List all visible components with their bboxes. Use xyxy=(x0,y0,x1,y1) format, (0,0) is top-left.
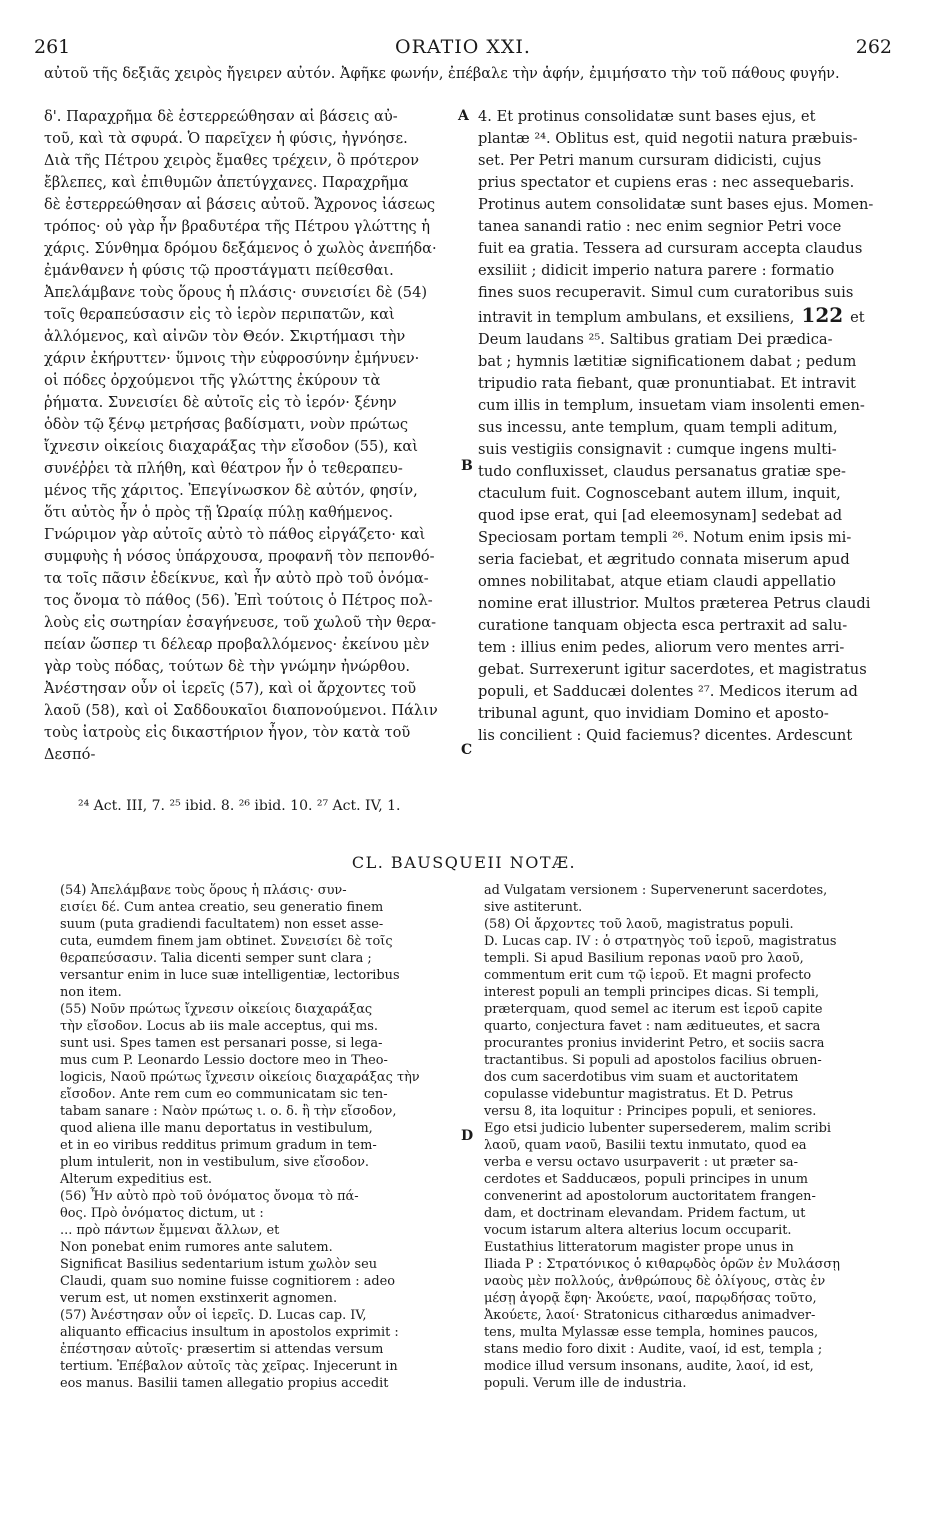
greek-line: ἐμάνθανεν ἡ φύσις τῷ προστάγματι πείθεσθαι. xyxy=(44,262,394,279)
note-line: copulasse videbuntur magistratus. Et D. Petrus xyxy=(484,1087,794,1102)
intro-line: αὐτοῦ τῆς δεξιᾶς χειρὸς ἤγειρεν αὐτόν. Ἀφῆκε φωνήν, ἐπέβαλε τὴν ἁφήν, ἐμιμήσατο τὴν τοῦ πάθους φυγήν. xyxy=(44,66,840,82)
latin-line: seria faciebat, et ægritudo connata miserum apud xyxy=(478,551,850,568)
greek-line: ὅτι αὐτὸς ἦν ὁ πρὸς τῇ Ὡραίᾳ πύλῃ καθήμενος. xyxy=(44,504,393,521)
latin-line: quod ipse erat, qui [ad eleemosynam] sedebat ad xyxy=(478,507,843,524)
footnotes: ²⁴ Act. III, 7. ²⁵ ibid. 8. ²⁶ ibid. 10. ²⁷ Act. IV, 1. xyxy=(78,798,401,814)
note-line: plum intulerit, non in vestibulum, sive εἴσοδον. xyxy=(60,1155,370,1170)
note-line: εισίει δέ. Cum antea creatio, seu generatio finem xyxy=(60,900,384,915)
greek-line: δ'. Παραχρῆμα δὲ ἐστερρεώθησαν αἱ βάσεις αὐ- xyxy=(44,108,398,125)
latin-line: lis concilient : Quid faciemus? dicentes. Ardescunt xyxy=(478,727,853,744)
right-page-number: 262 xyxy=(855,36,892,58)
note-line: cuta, eumdem finem jam obtinet. Συνεισίει δὲ τοῖς xyxy=(60,934,393,949)
greek-line: πείαν ὥσπερ τι δέλεαρ προβαλλόμενος· ἐκείνου μὲν xyxy=(44,636,430,653)
note-line: Eustathius litteratorum magister prope unus in xyxy=(484,1240,794,1255)
note-line: λαοῦ, quam ναοῦ, Basilii textu inmutato, quod ea xyxy=(484,1138,807,1153)
greek-line: Γνώριμον γὰρ αὐτοῖς αὐτὸ τὸ πάθος εἰργάζετο· καὶ xyxy=(44,526,426,543)
greek-line: γὰρ τοὺς πόδας, τούτων δὲ τὴν γνώμην ἠνώρθου. xyxy=(44,658,411,675)
latin-line: bat ; hymnis lætitiæ significationem dabat ; pedum xyxy=(478,353,857,370)
latin-line: Speciosam portam templi ²⁶. Notum enim ipsis mi- xyxy=(478,529,852,546)
latin-line: suis vestigiis consignavit : cumque ingens multi- xyxy=(478,441,837,458)
latin-line-end: et xyxy=(850,309,865,326)
latin-line: tudo confluxisset, claudus persanatus gratiæ spe- xyxy=(478,463,846,480)
note-line: dos cum sacerdotibus vim suam et auctoritatem xyxy=(484,1070,799,1085)
note-line: logicis, Ναοῦ πρώτως ἴχνεσιν οἰκείοις διαχαράξας τὴν xyxy=(60,1070,420,1085)
latin-line: omnes nobilitabat, atque etiam claudi appellatio xyxy=(478,573,836,590)
latin-column xyxy=(478,106,890,747)
latin-line: set. Per Petri manum cursuram didicisti, cujus xyxy=(478,152,822,169)
note-line: ναοὺς μὲν πολλούς, ἀνθρώπους δὲ ὀλίγους, στὰς ἐν xyxy=(484,1274,826,1289)
note-line: Iliada P : Στρατόνικος ὁ κιθαρῳδὸς ὁρῶν ἐν Μυλάσσῃ xyxy=(484,1257,840,1272)
note-line: cerdotes et Sadducæos, populi principes in unum xyxy=(484,1172,809,1187)
note-line: verum est, ut nomen exstinxerit agnomen. xyxy=(60,1291,338,1306)
latin-line: ctaculum fuit. Cognoscebant autem illum, inquit, xyxy=(478,485,841,502)
mid-page-number: 122 xyxy=(794,303,851,327)
marker-b: B xyxy=(461,458,473,474)
marker-d: D xyxy=(461,1128,474,1144)
note-line: et in eo viribus redditus primum gradum in tem- xyxy=(60,1138,377,1153)
note-line: μέσῃ ἀγορᾷ ἔφη· Ἀκούετε, ναοί, παρῳδήσας τοῦτο, xyxy=(484,1291,817,1306)
latin-line: cum illis in templum, insuetam viam insolenti emen- xyxy=(478,397,865,414)
greek-line: τοῦ, καὶ τὰ σφυρά. Ὁ παρεῖχεν ἡ φύσις, ἠγνόησε. xyxy=(44,130,408,147)
note-line: (55) Νοῦν πρώτως ἴχνεσιν οἰκείοις διαχαράξας xyxy=(60,1002,373,1017)
latin-line: tanea sanandi ratio : nec enim segnior Petri voce xyxy=(478,218,842,235)
greek-line: τοῖς θεραπεύσασιν εἰς τὸ ἱερὸν περιπατῶν, καὶ xyxy=(44,306,395,323)
note-line: commentum erit cum τῷ ἱεροῦ. Et magni profecto xyxy=(484,968,812,983)
latin-line: tripudio rata fiebant, quæ pronuntiabat. Et intravit xyxy=(478,375,856,392)
latin-line: Protinus autem consolidatæ sunt bases ejus. Momen- xyxy=(478,196,874,213)
latin-line: populi, et Sadducæi dolentes ²⁷. Medicos iterum ad xyxy=(478,683,858,700)
greek-line: ἀλλόμενος, καὶ αἰνῶν τὸν Θεόν. Σκιρτήμασι τὴν xyxy=(44,328,406,345)
note-line: versu 8, ita loquitur : Principes populi, et seniores. xyxy=(484,1104,817,1119)
greek-line: Ἀπελάμβανε τοὺς ὅρους ἡ πλάσις· συνεισίει δὲ (54) xyxy=(44,284,428,301)
note-line: Ego etsi judicio lubenter supersederem, malim scribi xyxy=(484,1121,831,1136)
note-line: tractantibus. Si populi ad apostolos facilius obruen- xyxy=(484,1053,822,1068)
greek-column xyxy=(44,106,454,766)
greek-line: τα τοῖς πᾶσιν ἐδείκνυε, καὶ ἦν αὐτὸ πρὸ τοῦ ὀνόμα- xyxy=(44,570,429,587)
note-line: Non ponebat enim rumores ante salutem. xyxy=(60,1240,333,1255)
note-line: stans medio foro dixit : Audite, vaoí, id est, templa ; xyxy=(484,1342,823,1357)
note-line: (54) Ἀπελάμβανε τοὺς ὅρους ἡ πλάσις· συν- xyxy=(60,883,347,898)
latin-line: tribunal agunt, quo invidiam Domino et aposto- xyxy=(478,705,829,722)
note-line: εἴσοδον. Ante rem cum eo communicatam sic ten- xyxy=(60,1087,388,1102)
note-line: præterquam, quod semel ac iterum est ἱεροῦ capite xyxy=(484,1002,823,1017)
greek-line: χάρις. Σύνθημα δρόμου δεξάμενος ὁ χωλὸς ἀνεπήδα· xyxy=(44,240,437,257)
latin-line: fines suos recuperavit. Simul cum curatoribus suis xyxy=(478,284,854,301)
latin-line: 4. Et protinus consolidatæ sunt bases ejus, et xyxy=(478,108,816,125)
latin-line: sus incessu, ante templum, quam templi aditum, xyxy=(478,419,838,436)
greek-line: συμφυὴς ἡ νόσος ὑπάρχουσα, προφανῆ τὸν πεπονθό- xyxy=(44,548,435,565)
note-line: templi. Si apud Basilium reponas ναοῦ pro λαοῦ, xyxy=(484,951,804,966)
header-title: ORATIO XXI. xyxy=(395,36,531,58)
note-line: dam, et doctrinam elevandam. Pridem factum, ut xyxy=(484,1206,806,1221)
greek-line: χάριν ἐκήρυττεν· ὕμνοις τὴν εὐφροσύνην ἐμήνυεν· xyxy=(44,350,420,367)
left-page-number: 261 xyxy=(34,36,71,58)
latin-line: Deum laudans ²⁵. Saltibus gratiam Dei prædica- xyxy=(478,331,833,348)
greek-line: ῥήματα. Συνεισίει δὲ αὐτοῖς εἰς τὸ ἱερόν· ξένην xyxy=(44,394,397,411)
latin-line: intravit in templum ambulans, et exsiliens, 122 et xyxy=(478,303,865,327)
note-line: sunt usi. Spes tamen est persanari posse, si lega- xyxy=(60,1036,383,1051)
note-line: tabam sanare : Ναὸν πρώτως ι. ο. δ. ἢ τὴν εἴσοδον, xyxy=(60,1104,397,1119)
note-line: (56) Ἦν αὐτὸ πρὸ τοῦ ὀνόματος ὄνομα τὸ πά- xyxy=(60,1189,359,1204)
note-line: Claudi, quam suo nomine fuisse cognitiorem : adeo xyxy=(60,1274,396,1289)
note-line: procurantes pronius inviderint Petro, et sociis sacra xyxy=(484,1036,825,1051)
greek-line: οἱ πόδες ὀρχούμενοι τῆς γλώττης ἐκύρουν τὰ xyxy=(44,372,381,389)
greek-line: ἔβλεπες, καὶ ἐπιθυμῶν ἀπετύγχανες. Παραχρῆμα xyxy=(44,174,409,191)
latin-line: tem : illius enim pedes, aliorum vero mentes arri- xyxy=(478,639,845,656)
note-line: Alterum expeditius est. xyxy=(60,1172,213,1187)
greek-line: δὲ ἐστερρεώθησαν αἱ βάσεις αὐτοῦ. Ἄχρονος ἰάσεως xyxy=(44,196,436,213)
greek-line: ὁδὸν τῷ ξένῳ μετρήσας βαδίσματι, νοὺν πρώτως xyxy=(44,416,408,433)
greek-line: μένος τῆς χάριτος. Ἐπεγίνωσκον δὲ αὐτόν, φησίν, xyxy=(44,482,418,499)
greek-line: Διὰ τῆς Πέτρου χειρὸς ἔμαθες τρέχειν, ὃ πρότερον xyxy=(44,152,419,169)
note-line: ... πρὸ πάντων ἔμμεναι ἄλλων, et xyxy=(60,1223,280,1238)
note-line: suum (puta gradiendi facultatem) non esset asse- xyxy=(60,917,384,932)
running-header xyxy=(34,36,892,62)
notes-title: CL. BAUSQUEII NOTÆ. xyxy=(351,853,577,872)
note-line: populi. Verum ille de industria. xyxy=(484,1376,687,1391)
note-line: Significat Basilius sedentarium istum χωλὸν seu xyxy=(60,1257,378,1272)
marker-c: C xyxy=(461,742,473,758)
note-line: (57) Ἀνέστησαν οὖν οἱ ἱερεῖς. D. Lucas cap. IV, xyxy=(60,1308,367,1323)
greek-line: λοὺς εἰς σωτηρίαν ἐσαγήνευσε, τοῦ χωλοῦ τὴν θερα- xyxy=(44,614,437,631)
note-line: interest populi an templi principes dicas. Si templi, xyxy=(484,985,820,1000)
notes-left-column xyxy=(60,882,456,1392)
note-line: aliquanto efficacius insultum in apostolos exprimit : xyxy=(60,1325,399,1340)
note-line: (58) Οἱ ἄρχοντες τοῦ λαοῦ, magistratus populi. xyxy=(484,917,794,932)
note-line: tertium. Ἐπέβαλον αὐτοῖς τὰς χεῖρας. Injecerunt in xyxy=(60,1359,398,1374)
note-line: vocum istarum altera alterius locum occuparit. xyxy=(484,1223,792,1238)
note-line: ad Vulgatam versionem : Supervenerunt sacerdotes, xyxy=(484,883,828,898)
note-line: non item. xyxy=(60,985,122,1000)
note-line: verba e versu octavo usurpaverit : ut præter sa- xyxy=(484,1155,798,1170)
latin-line: plantæ ²⁴. Oblitus est, quid negotii natura præbuis- xyxy=(478,130,858,147)
marker-a: A xyxy=(458,108,469,124)
note-line: tens, multa Mylassæ esse templa, homines paucos, xyxy=(484,1325,819,1340)
note-line: θος. Πρὸ ὀνόματος dictum, ut : xyxy=(60,1206,264,1221)
latin-line: fuit ea gratia. Tessera ad cursuram accepta claudus xyxy=(478,240,863,257)
greek-line: λαοῦ (58), καὶ οἱ Σαδδουκαῖοι διαπονούμενοι. Πάλιν xyxy=(44,702,438,719)
latin-line: nomine erat illustrior. Multos præterea Petrus claudi xyxy=(478,595,871,612)
greek-line: τρόπος· οὐ γὰρ ἦν βραδυτέρα τῆς Πέτρου γλώττης ἡ xyxy=(44,218,431,235)
note-line: Ἀκούετε, λαοί· Stratonicus citharœdus animadver- xyxy=(484,1308,816,1323)
greek-line: ἴχνεσιν οἰκείοις διαχαράξας τὴν εἴσοδον (55), καὶ xyxy=(44,438,419,455)
note-line: τὴν εἴσοδον. Locus ab iis male acceptus, qui ms. xyxy=(60,1019,378,1034)
greek-line: τοὺς ἰατροὺς εἰς δικαστήριον ἦγον, τὸν κατὰ τοῦ Δεσπό- xyxy=(44,724,411,763)
latin-line: exsiliit ; didicit imperio natura parere : formatio xyxy=(478,262,835,279)
greek-line: τος ὄνομα τὸ πάθος (56). Ἐπὶ τούτοις ὁ Πέτρος πολ- xyxy=(44,592,433,609)
note-line: D. Lucas cap. IV : ὁ στρατηγὸς τοῦ ἱεροῦ, magistratus xyxy=(484,934,837,949)
latin-line: gebat. Surrexerunt igitur sacerdotes, et magistratus xyxy=(478,661,867,678)
latin-line: prius spectator et cupiens eras : nec assequebaris. xyxy=(478,174,855,191)
note-line: quarto, conjectura favet : nam æditueutes, et sacra xyxy=(484,1019,821,1034)
note-line: ἐπέστησαν αὐτοῖς· præsertim si attendas versum xyxy=(60,1342,384,1357)
note-line: sive astiterunt. xyxy=(484,900,583,915)
note-line: versantur enim in luce suæ intelligentiæ, lectoribus xyxy=(60,968,400,983)
note-line: convenerint ad apostolorum auctoritatem frangen- xyxy=(484,1189,816,1204)
greek-line: συνέῤῥει τὰ πλήθη, καὶ θέατρον ἦν ὁ τεθεραπευ- xyxy=(44,460,403,477)
note-line: mus cum P. Leonardo Lessio doctore meo in Theo- xyxy=(60,1053,388,1068)
note-line: modice illud versum insonans, audite, λαοί, id est, xyxy=(484,1359,814,1374)
note-line: eos manus. Basilii tamen allegatio propius accedit xyxy=(60,1376,389,1391)
note-line: θεραπεύσασιν. Talia dicenti semper sunt clara ; xyxy=(60,951,372,966)
greek-line: Ἀνέστησαν οὖν οἱ ἱερεῖς (57), καὶ οἱ ἄρχοντες τοῦ xyxy=(44,680,417,697)
notes-right-column xyxy=(484,882,892,1392)
latin-line: curatione tanquam objecta esca pertraxit ad salu- xyxy=(478,617,848,634)
note-line: quod aliena ille manu deportatus in vestibulum, xyxy=(60,1121,373,1136)
